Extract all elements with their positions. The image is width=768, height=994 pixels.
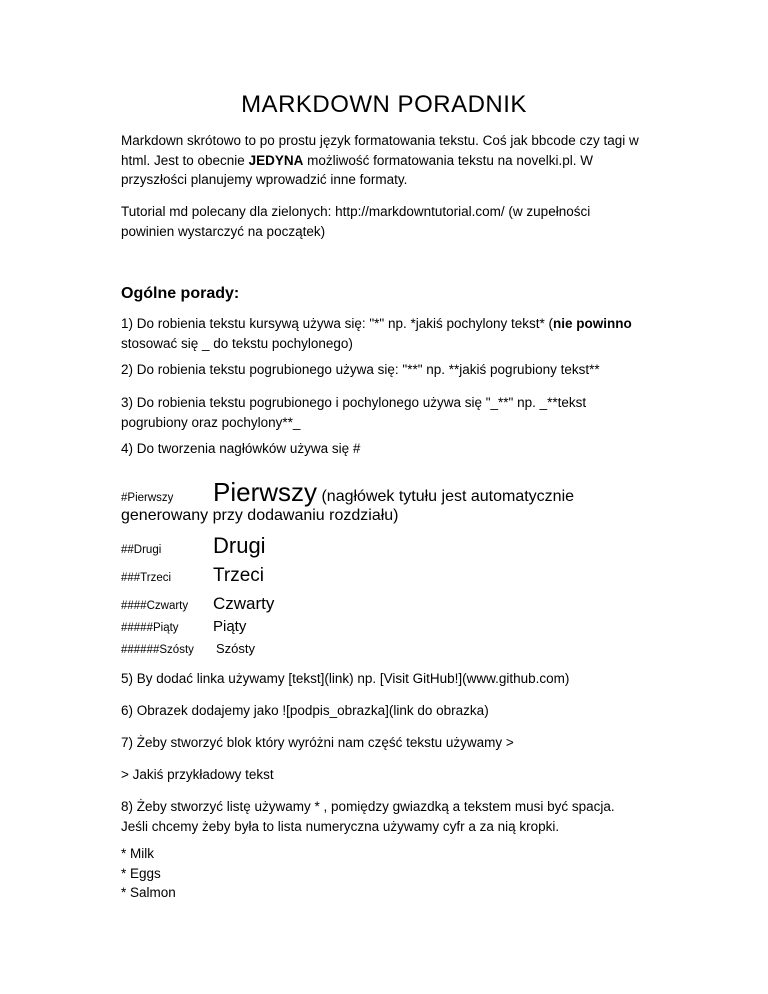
heading-sample-h1: Pierwszy bbox=[213, 477, 318, 507]
heading-note: (nagłówek tytułu jest automatycznie bbox=[317, 488, 575, 505]
tip1-text-a: 1) Do robienia tekstu kursywą używa się: "*" np. *jakiś pochylony tekst* ( bbox=[121, 316, 554, 331]
heading-sample-h2: Drugi bbox=[213, 533, 266, 558]
heading-example-h1 bbox=[121, 477, 574, 508]
tip1-bold: nie powinno bbox=[553, 316, 632, 331]
list-item: * Salmon bbox=[121, 885, 176, 900]
intro-text-b: możliwość formatowania tekstu na novelki.pl. W przyszłości planujemy wprowadzić inne formaty. bbox=[121, 152, 593, 187]
heading-sample-h5: Piąty bbox=[213, 618, 247, 635]
tip-2: 2) Do robienia tekstu pogrubionego używa się: "**" np. **jakiś pogrubiony tekst** bbox=[121, 362, 600, 377]
list-example bbox=[121, 844, 641, 903]
heading-code-h2: ##Drugi bbox=[121, 544, 162, 556]
tip-8: 8) Żeby stworzyć listę używamy * , pomiędzy gwiazdką a tekstem musi być spacja. Jeśli chcemy żeby była to lista numeryczna używamy cyfr a za nią kropki. bbox=[121, 799, 615, 834]
heading-example-h4 bbox=[121, 594, 274, 614]
heading-sample-h3: Trzeci bbox=[213, 565, 265, 586]
tip-3: 3) Do robienia tekstu pogrubionego i pochylonego używa się "_**" np. _**tekst pogrubiony oraz pochylony**_ bbox=[121, 395, 587, 430]
heading-example-h5 bbox=[121, 618, 246, 636]
tip-1 bbox=[121, 314, 641, 353]
tip-5: 5) By dodać linka używamy [tekst](link) np. [Visit GitHub!](www.github.com) bbox=[121, 671, 570, 686]
tip1-text-b: stosować się _ do tekstu pochylonego) bbox=[121, 335, 353, 351]
section-title: Ogólne porady: bbox=[121, 285, 240, 302]
heading-example-h2 bbox=[121, 533, 266, 559]
heading-code-h6: ######Szósty bbox=[121, 644, 194, 656]
quote-example: > Jakiś przykładowy tekst bbox=[121, 767, 274, 782]
heading-sample-h6: Szósty bbox=[216, 641, 256, 656]
tutorial-paragraph: Tutorial md polecany dla zielonych: http://markdowntutorial.com/ (w zupełności powinien wystarczyć na początek) bbox=[121, 204, 591, 239]
heading-example-h6 bbox=[121, 640, 255, 658]
tip-7: 7) Żeby stworzyć blok który wyróżni nam część tekstu używamy > bbox=[121, 735, 514, 750]
page-title: MARKDOWN PORADNIK bbox=[241, 91, 527, 118]
heading-code-h4: ####Czwarty bbox=[121, 600, 189, 612]
intro-bold: JEDYNA bbox=[248, 152, 304, 168]
heading-code-h5: #####Piąty bbox=[121, 622, 179, 634]
intro-paragraph bbox=[121, 131, 641, 190]
heading-example-h3 bbox=[121, 565, 264, 587]
tip-4: 4) Do tworzenia nagłówków używa się # bbox=[121, 441, 361, 456]
heading-note-line2: generowany przy dodawaniu rozdziału) bbox=[121, 507, 399, 524]
heading-code-h3: ###Trzeci bbox=[121, 572, 172, 584]
tip-6: 6) Obrazek dodajemy jako ![podpis_obrazka](link do obrazka) bbox=[121, 703, 489, 718]
list-item: * Eggs bbox=[121, 865, 161, 881]
heading-code-h1: #Pierwszy bbox=[121, 492, 174, 504]
heading-sample-h4: Czwarty bbox=[213, 594, 275, 613]
intro-text-a: Markdown skrótowo to po prostu język formatowania tekstu. Coś jak bbcode czy tagi w html. Jest to obecnie bbox=[121, 133, 639, 168]
list-item: * Milk bbox=[121, 846, 154, 861]
